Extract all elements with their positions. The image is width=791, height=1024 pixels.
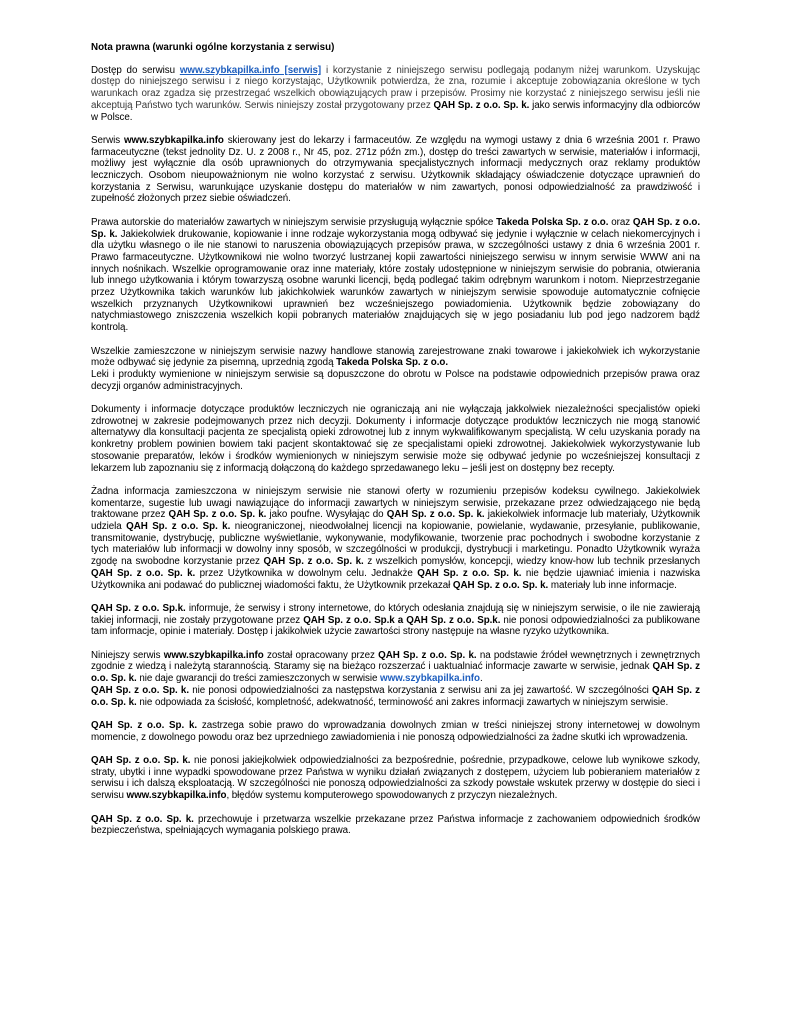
text: nie będzie ujawniać imienia i nazwiska Użytkownika ani podawać do publicznej wiadomości faktu, że Użytkownik przekazał <box>91 567 701 591</box>
text: nie ponosi odpowiedzialności za następstwa korzystania z serwisu ani za jej zawartość. W szczególności <box>189 684 653 696</box>
legal-notice-document <box>91 42 700 837</box>
company-name: QAH Sp. z o.o. Sp.k a QAH Sp. z o.o. Sp.k. <box>303 614 501 626</box>
company-name: QAH Sp. z o.o. Sp. k. <box>433 99 530 111</box>
paragraph-audience <box>91 135 700 205</box>
paragraph-external-links <box>91 603 700 638</box>
text: został opracowany przez <box>263 649 379 661</box>
text: jako serwis informacyjny dla odbiorców w Polsce. <box>91 99 701 123</box>
text: oraz <box>608 216 633 228</box>
paragraph-access-terms <box>91 65 700 124</box>
page-title: Nota prawna (warunki ogólne korzystania z serwisu) <box>91 42 335 53</box>
company-name: QAH Sp. z o.o. Sp. k. <box>91 684 700 708</box>
company-name: QAH Sp. z o.o. Sp.k. <box>91 602 186 614</box>
site-link[interactable]: www.szybkapilka.info [serwis] <box>179 64 322 76</box>
text: Dostęp do serwisu <box>91 64 180 76</box>
paragraph-trademarks <box>91 346 700 393</box>
text: nie odpowiada za ścisłość, kompletność, adekwatność, terminowość ani zakres informacji zawartych w niniejszym serwisie. <box>136 696 669 708</box>
company-name: QAH Sp. z o.o. Sp. k. <box>168 509 267 521</box>
text: Serwis <box>91 134 124 146</box>
company-name: Takeda Polska Sp. z o.o. <box>496 216 609 228</box>
text: Niniejszy serwis <box>91 649 164 661</box>
company-name: QAH Sp. z o.o. Sp. k. <box>378 649 477 661</box>
text: skierowany jest do lekarzy i farmaceutów. Ze względu na wymogi ustawy z dnia 6 września 2001 r. Prawo farmaceutyczne (tekst jednolity Dz. U. z 2008 r., Nr 45, poz. 271z późn zm.), dostęp do treści zawartych w serwisie, materiałów i informacji, możliwy jest wyłącznie dla osób uprawnionych do otrzymywania specjalistycznych informacji medycznych oraz reklamy produktów leczniczych. Osobom nieupoważnionym nie wolno korzystać z serwisu. Użytkownik składający oświadczenie dotyczące uprawnień do korzystania z Serwisu, warunkujące uzyskanie dostępu do materiałów w nim zawartych, ponosi odpowiedzialność za prawdziwość i zupełność złożonych przez siebie oświadczeń. <box>91 134 700 205</box>
paragraph-content-accuracy <box>91 650 700 709</box>
company-name: QAH Sp. z o.o. Sp. k. <box>91 813 194 825</box>
text: nie ponosi odpowiedzialności za publikowane tam informacje, opinie i materiały. Dostęp i jakikolwiek użycie zawartości strony następuje na własne ryzyko użytkownika. <box>91 614 700 638</box>
text: Jakiekolwiek drukowanie, kopiowanie i inne rodzaje wykorzystania mogą odbywać się jedynie i wyłącznie w celach niekomercyjnych i dla użytku własnego o ile nie stanowi to naruszenia obowiązujących przepisów prawa, w szczególności ustawy z dnia 6 września 2001 r. Prawo farmaceutyczne. Użytkownikowi nie wolno tworzyć lustrzanej kopii zawartości niniejszego serwisu w innym serwisie WWW ani na innych nośnikach. Wszelkie oprogramowanie oraz inne materiały, które zostały udostępnione w niniejszym serwisie do pobrania, otwierania lub innego użytkowania i którym towarzyszą osobne warunki licencji, będą podlegać takim odrębnym warunkom i notom. Nieprzestrzeganie przez Użytkownika takich warunków lub jakichkolwiek warunków zawartych w niniejszym serwisie spowoduje automatycznie cofnięcie wszelkich przyznanych Użytkownikowi uprawnień bez wcześniejszego powiadomienia. Użytkownik będzie zobowiązany do natychmiastowego zniszczenia wszelkich kopii pobranych materiałów znajdujących się w jego posiadaniu lub pod jego nadzorem bądź kontrolą. <box>91 228 700 334</box>
paragraph-liability <box>91 755 700 802</box>
text: przez Użytkownika w dowolnym celu. Jednakże <box>195 567 418 579</box>
paragraph-data-protection <box>91 814 700 837</box>
site-name: www.szybkapilka.info <box>126 790 227 802</box>
paragraph-copyright <box>91 217 700 334</box>
text: nieograniczonej, nieodwołalnej licencji na kopiowanie, powielanie, wydawanie, przesyłanie, publikowanie, transmitowanie, dystrybucję, publiczne wyświetlanie, wykonywanie, modyfikowanie, tworzenie prac pochodnych i swobodne korzystanie z tych materiałów lub informacji w dowolny inny sposób, w szczególności w produkcji, dystrybucji i marketingu. Ponadto Użytkownik wyraża zgodę na swobodne korzystanie przez <box>91 521 700 568</box>
site-name: www.szybkapilka.info <box>163 649 264 661</box>
text: Leki i produkty wymienione w niniejszym serwisie są dopuszczone do obrotu w Polsce na podstawie odpowiednich przepisów prawa oraz decyzji organów administracyjnych. <box>91 368 700 392</box>
text: , błędów systemu komputerowego spowodowanych z przyczyn niezależnych. <box>226 790 558 802</box>
text: i korzystanie z niniejszego serwisu podlegają podanym niżej warunkom. Uzyskując dostęp do niniejszego serwisu i z niego korzystając, Użytkownik potwierdza, że zna, rozumie i akceptuje zobowiązania określone w tych warunkach oraz zgadza się przestrzegać wszelkich obowiązujących praw i przepisów. Prosimy nie korzystać z niniejszego serwisu jeśli nie akceptują Państwo tych warunków. Serwis niniejszy został przygotowany przez <box>91 64 700 111</box>
text: nie daje gwarancji do treści zamieszczonych w serwisie <box>136 673 381 685</box>
company-name: QAH Sp. z o.o. Sp. k. <box>91 684 189 696</box>
company-name: QAH Sp. z o.o. Sp. k. <box>91 719 198 731</box>
company-name: QAH Sp. z o.o. Sp. k. <box>91 216 700 240</box>
text: Wszelkie zamieszczone w niniejszym serwisie nazwy handlowe stanowią zarejestrowane znaki towarowe i jakiekolwiek ich wykorzystanie może odbywać się jedynie za pisemną, uprzednią zgodą <box>91 345 700 369</box>
text: informuje, że serwisy i strony internetowe, do których odesłania znajdują się w niniejszym serwisie, o ile nie zawierają takiej informacji, nie zostały przygotowane przez <box>91 602 701 626</box>
text: materiały lub inne informacje. <box>548 579 677 591</box>
company-name: QAH Sp. z o.o. Sp. k. <box>417 567 522 579</box>
paragraph-no-offer <box>91 486 700 591</box>
text: na podstawie źródeł wewnętrznych i zewnętrznych zgodnie z wiedzą i należytą starannością. Staramy się na bieżąco rozszerzać i uaktualniać informacje zawarte w serwisie, jednak <box>91 649 700 673</box>
company-name: QAH Sp. z o.o. Sp. k. <box>91 567 196 579</box>
text: jakiekolwiek informacje lub materiały, Użytkownik udziela <box>91 509 701 533</box>
company-name: QAH Sp. z o.o. Sp. k. <box>452 579 549 591</box>
company-name: QAH Sp. z o.o. Sp. k. <box>386 509 485 521</box>
company-name: QAH Sp. z o.o. Sp. k. <box>91 661 700 685</box>
text: zastrzega sobie prawo do wprowadzania dowolnych zmian w treści niniejszej strony internetowej w dowolnym momencie, z dowolnego powodu oraz bez uprzedniego zawiadomienia i nie ponoszą odpowiedzialności za żadne skutki ich wprowadzenia. <box>91 719 700 743</box>
paragraph-changes <box>91 720 700 743</box>
site-link[interactable]: www.szybkapilka.info <box>380 673 480 685</box>
text: . <box>479 673 483 685</box>
company-name: QAH Sp. z o.o. Sp. k. <box>126 521 231 533</box>
company-name: QAH Sp. z o.o. Sp. k. <box>91 755 191 767</box>
text: Żadna informacja zamieszczona w niniejszym serwisie nie stanowi oferty w rozumieniu przepisów kodeksu cywilnego. Jakiekolwiek komentarze, sugestie lub uwagi nawiązujące do informacji zawartych w niniejszym serwisie, przekazane przez odwiedzającego nie będą traktowane przez <box>91 485 700 521</box>
text: Dokumenty i informacje dotyczące produktów leczniczych nie ograniczają ani nie wyłączają jakkolwiek niezależności specjalistów opieki zdrowotnej w zakresie podejmowanych przez nich decyzji. Dokumenty i informacje dotyczące produktów leczniczych nie mogą stanowić alternatywy dla konsultacji pacjenta ze specjalistą opieki zdrowotnej lub z innym wykwalifikowanym specjalistą. W celu uzyskania porady na konkretny problem powinien bowiem taki pacjent skontaktować się ze specjalistami opieki zdrowotnej. Jakiekolwiek wykorzystywanie lub stosowanie preparatów, leków i środków wymienionych w niniejszym serwisie może się odbywać jedynie po wcześniejszej konsultacji z lekarzem lub zapoznaniu się z informacją dołączoną do każdego sprzedawanego leku – jeśli jest on dostępny bez recepty. <box>91 404 700 474</box>
paragraph-medical-info <box>91 404 700 474</box>
text: nie ponosi jakiejkolwiek odpowiedzialności za bezpośrednie, pośrednie, przypadkowe, celowe lub wynikowe szkody, straty, ubytki i inne wypadki spowodowane przez Państwa w wyniku działań związanych z dostępem, użyciem lub pobieraniem materiałów z serwisu i ich dalszą eksploatacją. W szczególności nie ponoszą odpowiedzialności za szkody powstałe wskutek przerwy w dostępie do sieci i serwisu <box>91 755 700 802</box>
text: jako poufne. Wysyłając do <box>266 509 387 521</box>
text: z wszelkich pomysłów, koncepcji, wiedzy know-how lub technik przesłanych <box>363 556 700 568</box>
company-name: Takeda Polska Sp. z o.o. <box>336 357 449 369</box>
text: Prawa autorskie do materiałów zawartych w niniejszym serwisie przysługują wyłącznie spółce <box>91 216 497 228</box>
text: przechowuje i przetwarza wszelkie przekazane przez Państwa informacje z zachowaniem odpowiednich środków bezpieczeństwa, spełniających wymagania polskiego prawa. <box>91 813 700 837</box>
site-name: www.szybkapilka.info <box>123 134 224 146</box>
company-name: QAH Sp. z o.o. Sp. k. <box>263 556 364 568</box>
